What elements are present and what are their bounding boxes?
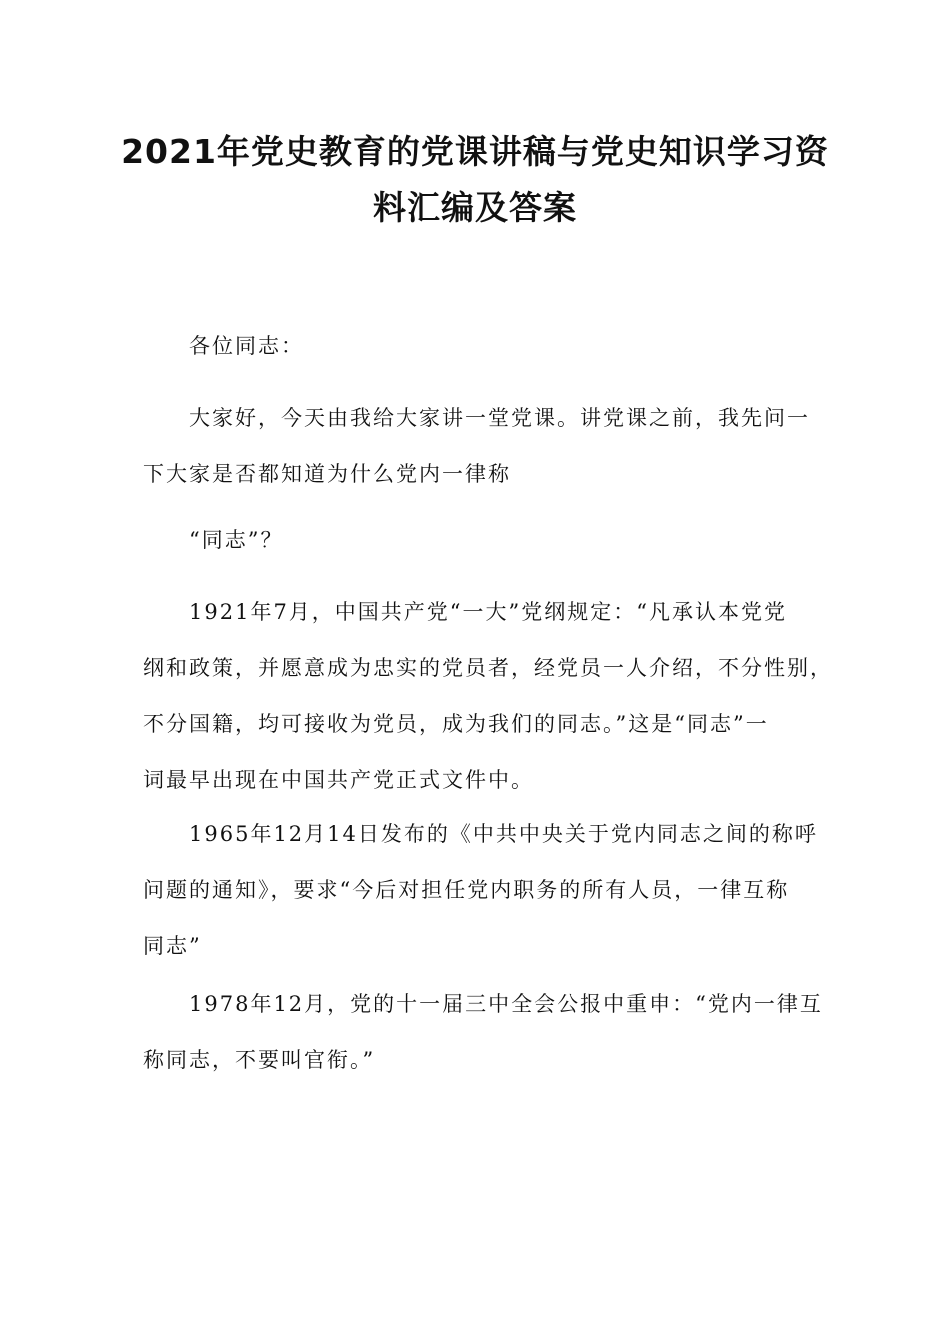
- document-title: [120, 124, 830, 236]
- paragraph-line: 词最早出现在中国共产党正式文件中。: [143, 768, 534, 792]
- paragraph-1921: [143, 584, 833, 808]
- paragraph-line: 各位同志：: [189, 334, 304, 358]
- paragraph-line: 纲和政策，并愿意成为忠实的党员者，经党员一人介绍，不分性别，: [143, 656, 833, 680]
- paragraph-line: “同志”？: [189, 528, 284, 552]
- paragraph-1965: [143, 806, 818, 974]
- paragraph-greeting: [143, 318, 808, 374]
- paragraph-line: 下大家是否都知道为什么党内一律称: [143, 462, 511, 486]
- paragraph-line: 1978年12月，党的十一届三中全会公报中重申：“党内一律互: [189, 992, 823, 1016]
- paragraph-question: [143, 512, 808, 568]
- paragraph-1978: [143, 976, 823, 1088]
- paragraph-line: 1921年7月，中国共产党“一大”党纲规定：“凡承认本党党: [189, 600, 788, 624]
- paragraph-line: 问题的通知》，要求“今后对担任党内职务的所有人员，一律互称: [143, 878, 790, 902]
- paragraph-line: 不分国籍，均可接收为党员，成为我们的同志。”这是“同志”一: [143, 712, 769, 736]
- paragraph-opening: [143, 390, 808, 502]
- title-line-2: 料汇编及答案: [373, 188, 577, 227]
- paragraph-line: 同志”: [143, 934, 202, 958]
- paragraph-line: 称同志，不要叫官衔。”: [143, 1048, 376, 1072]
- paragraph-line: 1965年12月14日发布的《中共中央关于党内同志之间的称呼: [189, 822, 818, 846]
- paragraph-line: 大家好，今天由我给大家讲一堂党课。讲党课之前，我先问一: [189, 406, 810, 430]
- title-line-1: 2021年党史教育的党课讲稿与党史知识学习资: [121, 132, 829, 171]
